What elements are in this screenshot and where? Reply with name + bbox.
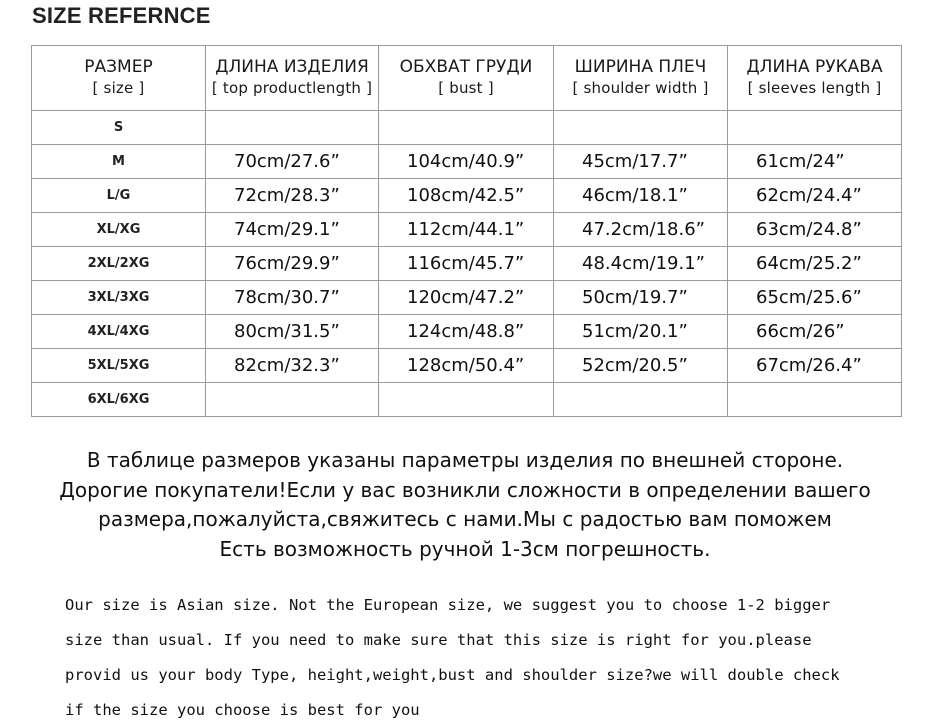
size-cell: XL/XG [32, 213, 206, 247]
length-cell: 72cm/28.3” [206, 179, 379, 213]
table-row [32, 349, 902, 383]
ru-line: Есть возможность ручной 1-3см погрешность. [219, 536, 711, 561]
bust-cell: 120cm/47.2” [379, 281, 554, 315]
shoulder-cell: 52cm/20.5” [554, 349, 728, 383]
length-cell: 82cm/32.3” [206, 349, 379, 383]
ru-line: Дорогие покупатели!Если у вас возникли сложности в определении вашего [59, 477, 871, 502]
size-cell: S [32, 111, 206, 145]
bust-cell [379, 111, 554, 145]
bust-cell: 104cm/40.9” [379, 145, 554, 179]
shoulder-cell: 46cm/18.1” [554, 179, 728, 213]
bust-cell: 128cm/50.4” [379, 349, 554, 383]
table-row [32, 383, 902, 417]
shoulder-cell [554, 111, 728, 145]
length-cell [206, 111, 379, 145]
shoulder-cell: 45cm/17.7” [554, 145, 728, 179]
russian-notice [20, 446, 910, 564]
table-header-row [32, 46, 902, 111]
table-row [32, 281, 902, 315]
length-cell: 70cm/27.6” [206, 145, 379, 179]
page-title: SIZE REFERNCE [32, 3, 211, 28]
size-chart-table [31, 45, 902, 417]
size-cell: L/G [32, 179, 206, 213]
length-cell: 76cm/29.9” [206, 247, 379, 281]
en-line: provid us your body Type, height,weight,bust and shoulder size?we will double check [65, 666, 840, 684]
shoulder-cell: 51cm/20.1” [554, 315, 728, 349]
header-bust: ОБХВАТ ГРУДИ [ bust ] [379, 46, 554, 111]
sleeve-cell: 66cm/26” [728, 315, 902, 349]
length-cell: 74cm/29.1” [206, 213, 379, 247]
sleeve-cell: 64cm/25.2” [728, 247, 902, 281]
sleeve-cell: 65cm/25.6” [728, 281, 902, 315]
sleeve-cell: 67cm/26.4” [728, 349, 902, 383]
table-row [32, 247, 902, 281]
table-row [32, 111, 902, 145]
header-size: РАЗМЕР [ size ] [32, 46, 206, 111]
length-cell: 80cm/31.5” [206, 315, 379, 349]
header-sleeve: ДЛИНА РУКАВА [ sleeves length ] [728, 46, 902, 111]
size-cell: 6XL/6XG [32, 383, 206, 417]
bust-cell: 108cm/42.5” [379, 179, 554, 213]
size-cell: 2XL/2XG [32, 247, 206, 281]
size-cell: M [32, 145, 206, 179]
bust-cell [379, 383, 554, 417]
sleeve-cell: 62cm/24.4” [728, 179, 902, 213]
table-row [32, 179, 902, 213]
shoulder-cell: 48.4cm/19.1” [554, 247, 728, 281]
length-cell [206, 383, 379, 417]
header-shoulder: ШИРИНА ПЛЕЧ [ shoulder width ] [554, 46, 728, 111]
english-notice [65, 588, 915, 728]
bust-cell: 124cm/48.8” [379, 315, 554, 349]
size-cell: 4XL/4XG [32, 315, 206, 349]
shoulder-cell: 47.2cm/18.6” [554, 213, 728, 247]
ru-line: размера,пожалуйста,свяжитесь с нами.Мы с радостью вам поможем [98, 507, 832, 531]
bust-cell: 112cm/44.1” [379, 213, 554, 247]
table-row [32, 213, 902, 247]
sleeve-cell [728, 111, 902, 145]
bust-cell: 116cm/45.7” [379, 247, 554, 281]
en-line: Our size is Asian size. Not the European size, we suggest you to choose 1-2 bigger [65, 596, 831, 614]
shoulder-cell [554, 383, 728, 417]
sleeve-cell: 63cm/24.8” [728, 213, 902, 247]
table-row [32, 315, 902, 349]
sleeve-cell: 61cm/24” [728, 145, 902, 179]
en-line: if the size you choose is best for you [65, 701, 420, 719]
length-cell: 78cm/30.7” [206, 281, 379, 315]
shoulder-cell: 50cm/19.7” [554, 281, 728, 315]
header-length: ДЛИНА ИЗДЕЛИЯ [ top productlength ] [206, 46, 379, 111]
table-row [32, 145, 902, 179]
en-line: size than usual. If you need to make sure that this size is right for you.please [65, 631, 812, 649]
ru-line: В таблице размеров указаны параметры изделия по внешней стороне. [86, 448, 844, 472]
sleeve-cell [728, 383, 902, 417]
size-cell: 5XL/5XG [32, 349, 206, 383]
size-cell: 3XL/3XG [32, 281, 206, 315]
